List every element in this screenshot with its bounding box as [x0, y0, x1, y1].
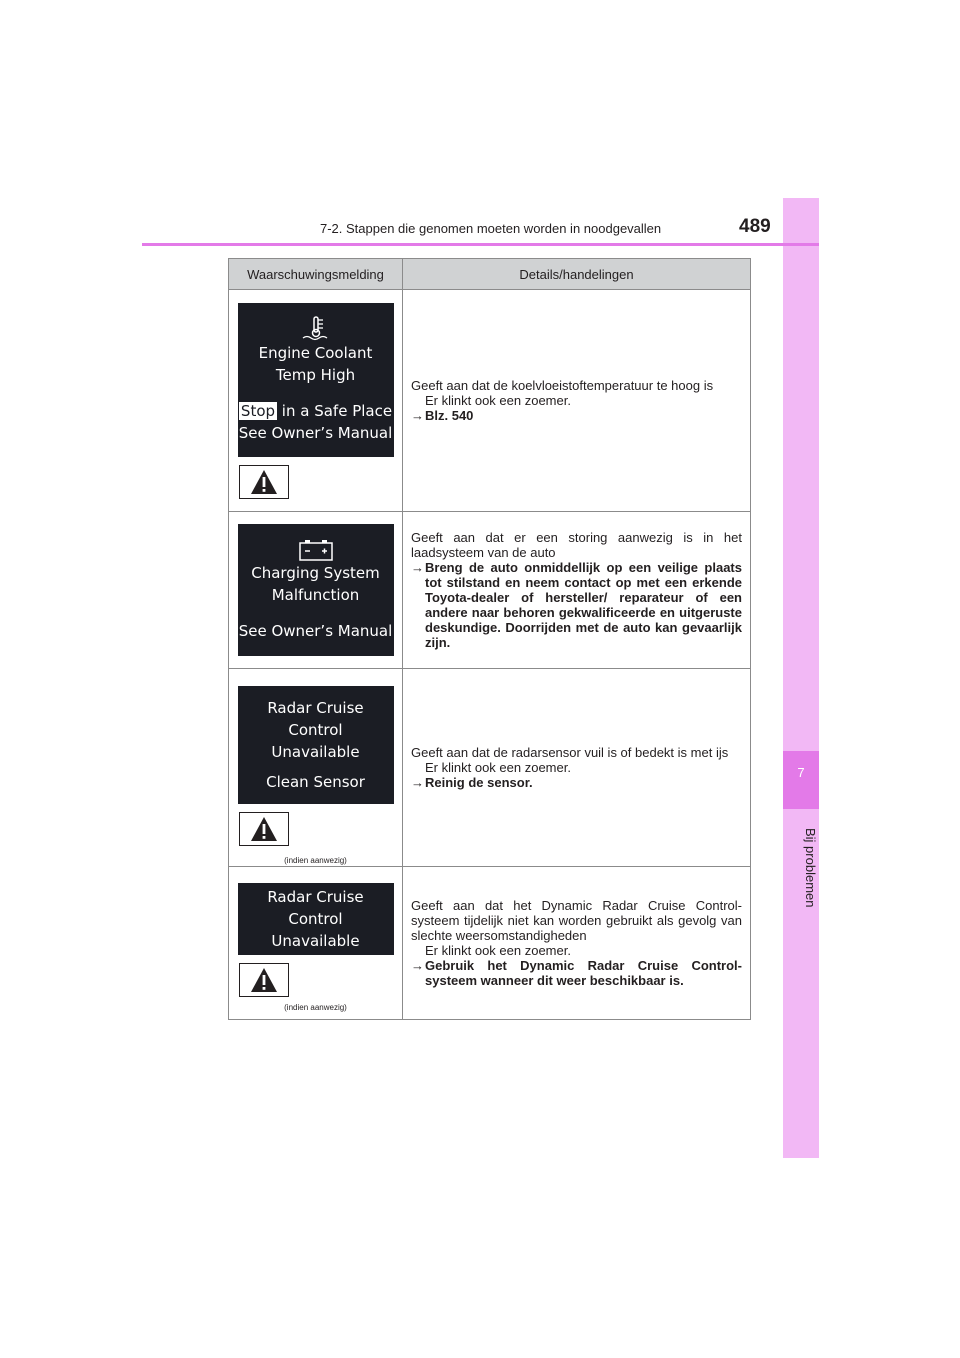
- table-row: [229, 512, 751, 669]
- description: Geeft aan dat er een storing aanwezig is in het laadsysteem van de auto: [411, 530, 742, 560]
- action: [411, 958, 742, 988]
- buzzer-note: Er klinkt ook een zoemer.: [425, 393, 571, 408]
- description: Geeft aan dat het Dynamic Radar Cruise Control-systeem tijdelijk niet kan worden gebruikt als gevolg van slechte weersomstandigheden: [411, 898, 742, 943]
- warning-triangle-icon: [250, 469, 278, 495]
- description: Geeft aan dat de koelvloeistoftemperatuur te hoog is: [411, 378, 714, 393]
- display-screen: [238, 686, 394, 804]
- screen-line: Control: [288, 721, 343, 739]
- availability-note: (indien aanwezig): [284, 856, 347, 865]
- arrow-icon: →: [411, 408, 424, 423]
- screen-line: Unavailable: [271, 931, 360, 950]
- warning-indicator: [239, 963, 289, 997]
- arrow-icon: →: [411, 560, 424, 575]
- display-screen: [238, 883, 394, 955]
- table-row: [229, 290, 751, 512]
- message-cell: [229, 512, 403, 669]
- action-text: Breng de auto onmiddellijk op een veilige plaats tot stilstand en neem contact op met een erkende Toyota-dealer of hersteller/ reparateur of een andere naar behoren gekwalificeerde en uitgeruste deskundige. Doorrijden met de auto kan gevaarlijk zijn.: [425, 560, 742, 650]
- chapter-label: Bij problemen: [803, 828, 818, 908]
- action-text: Blz. 540: [425, 408, 474, 423]
- warning-triangle-icon: [250, 967, 278, 993]
- page-number: 489: [739, 216, 771, 237]
- screen-line: Engine Coolant: [258, 343, 373, 362]
- table-row: [229, 669, 751, 867]
- description: Geeft aan dat de radarsensor vuil is of bedekt is met ijs: [411, 745, 729, 760]
- message-cell: [229, 867, 403, 1020]
- action: [411, 408, 742, 423]
- screen-line: Temp High: [275, 365, 356, 384]
- stop-label: Stop: [240, 401, 276, 420]
- details-cell: [403, 512, 751, 669]
- action-text: Gebruik het Dynamic Radar Cruise Control-systeem wanneer dit weer beschikbaar is.: [425, 958, 742, 988]
- column-header-message: Waarschuwingsmelding: [229, 259, 403, 290]
- buzzer-note: Er klinkt ook een zoemer.: [425, 943, 571, 958]
- screen-line: Malfunction: [271, 586, 360, 604]
- availability-note: (indien aanwezig): [284, 1002, 347, 1012]
- warning-indicator: [239, 465, 289, 499]
- details-cell: [403, 669, 751, 867]
- header-rule: [142, 243, 819, 246]
- table-header-row: [229, 259, 751, 290]
- screen-line: See Owner’s Manual: [238, 622, 393, 640]
- screen-line: Radar Cruise: [267, 699, 364, 717]
- chapter-tab: [783, 751, 819, 809]
- chapter-number: 7: [797, 765, 805, 780]
- details-cell: [403, 867, 751, 1020]
- screen-line: Radar Cruise: [267, 887, 364, 906]
- display-screen: [238, 524, 394, 656]
- table-row: [229, 867, 751, 1020]
- warning-table: [228, 258, 751, 1020]
- screen-line: Unavailable: [271, 743, 360, 761]
- buzzer-note: Er klinkt ook een zoemer.: [425, 760, 571, 775]
- action-text: Reinig de sensor.: [425, 775, 533, 790]
- column-header-details: Details/handelingen: [403, 259, 751, 290]
- screen-line: Clean Sensor: [266, 773, 365, 791]
- details-cell: [403, 290, 751, 512]
- battery-icon: [297, 538, 335, 562]
- action: [411, 775, 742, 790]
- screen-line: Charging System: [251, 564, 380, 582]
- warning-triangle-icon: [250, 816, 278, 842]
- screen-line: See Owner’s Manual: [238, 423, 393, 442]
- display-screen: [238, 303, 394, 457]
- action: [411, 560, 742, 650]
- message-cell: [229, 669, 403, 867]
- arrow-icon: →: [411, 775, 424, 790]
- message-cell: [229, 290, 403, 512]
- screen-line: Control: [288, 909, 343, 928]
- section-title: 7-2. Stappen die genomen moeten worden in noodgevallen: [320, 221, 662, 236]
- arrow-icon: →: [411, 958, 424, 973]
- warning-indicator: [239, 812, 289, 846]
- coolant-temperature-icon: [299, 316, 333, 342]
- screen-line: Stop in a Safe Place: [240, 401, 393, 420]
- chapter-sidebar: [783, 198, 819, 1158]
